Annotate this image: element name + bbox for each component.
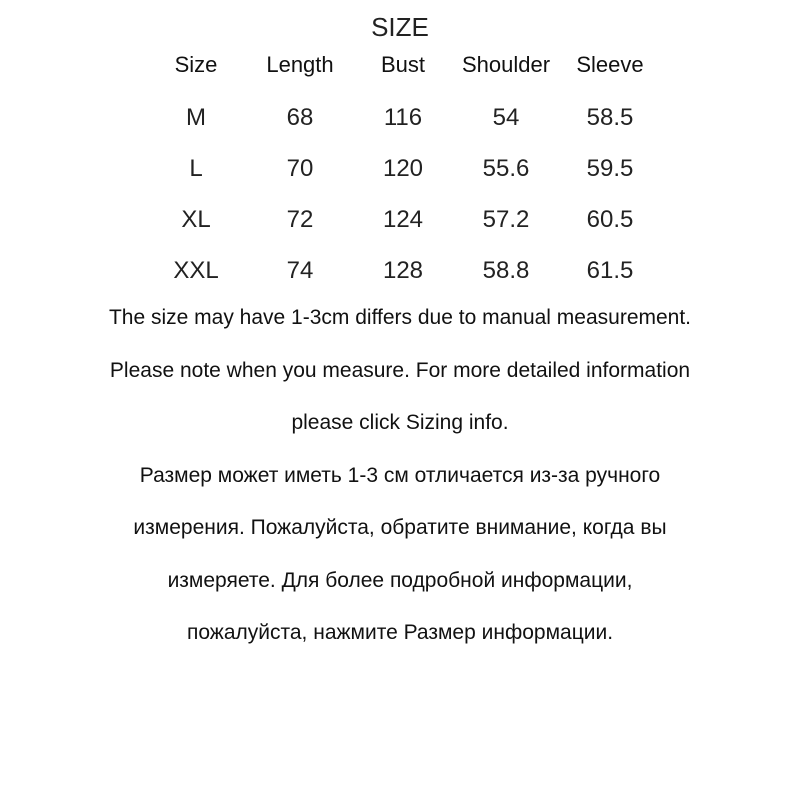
header-length: Length bbox=[266, 52, 334, 77]
cell-length: 72 bbox=[286, 206, 314, 233]
cell-shoulder: 54 bbox=[492, 104, 520, 131]
cell-length: 74 bbox=[286, 257, 314, 284]
measurement-notes bbox=[0, 300, 800, 668]
note-line: измеряете. Для более подробной информации, bbox=[167, 568, 633, 592]
header-shoulder: Shoulder bbox=[461, 52, 551, 77]
cell-size: XL bbox=[181, 206, 211, 233]
note-line: please click Sizing info. bbox=[291, 411, 509, 434]
note-line: Размер может иметь 1-3 см отличается из-за ручного bbox=[139, 463, 661, 487]
cell-sleeve: 61.5 bbox=[586, 257, 634, 284]
note-line: Please note when you measure. For more detailed information bbox=[109, 358, 691, 382]
cell-length: 68 bbox=[286, 104, 314, 131]
cell-length: 70 bbox=[286, 155, 314, 182]
cell-shoulder: 57.2 bbox=[482, 206, 530, 233]
cell-shoulder: 55.6 bbox=[482, 155, 530, 182]
note-line: The size may have 1-3cm differs due to manual measurement. bbox=[108, 306, 692, 329]
cell-bust: 124 bbox=[382, 206, 424, 233]
header-sleeve: Sleeve bbox=[576, 52, 644, 77]
cell-bust: 116 bbox=[383, 104, 423, 131]
cell-size: M bbox=[186, 104, 206, 131]
cell-size: XXL bbox=[173, 257, 219, 284]
cell-sleeve: 59.5 bbox=[586, 155, 634, 182]
chart-title: SIZE bbox=[371, 12, 429, 42]
cell-size: L bbox=[189, 155, 203, 182]
cell-shoulder: 58.8 bbox=[482, 257, 530, 284]
header-bust: Bust bbox=[380, 52, 426, 77]
cell-sleeve: 60.5 bbox=[586, 206, 634, 233]
header-size: Size bbox=[174, 52, 218, 77]
cell-bust: 128 bbox=[382, 257, 424, 284]
note-line: измерения. Пожалуйста, обратите внимание, когда вы bbox=[133, 516, 667, 539]
cell-sleeve: 58.5 bbox=[586, 104, 634, 131]
note-line: пожалуйста, нажмите Размер информации. bbox=[186, 621, 614, 644]
cell-bust: 120 bbox=[382, 155, 424, 182]
